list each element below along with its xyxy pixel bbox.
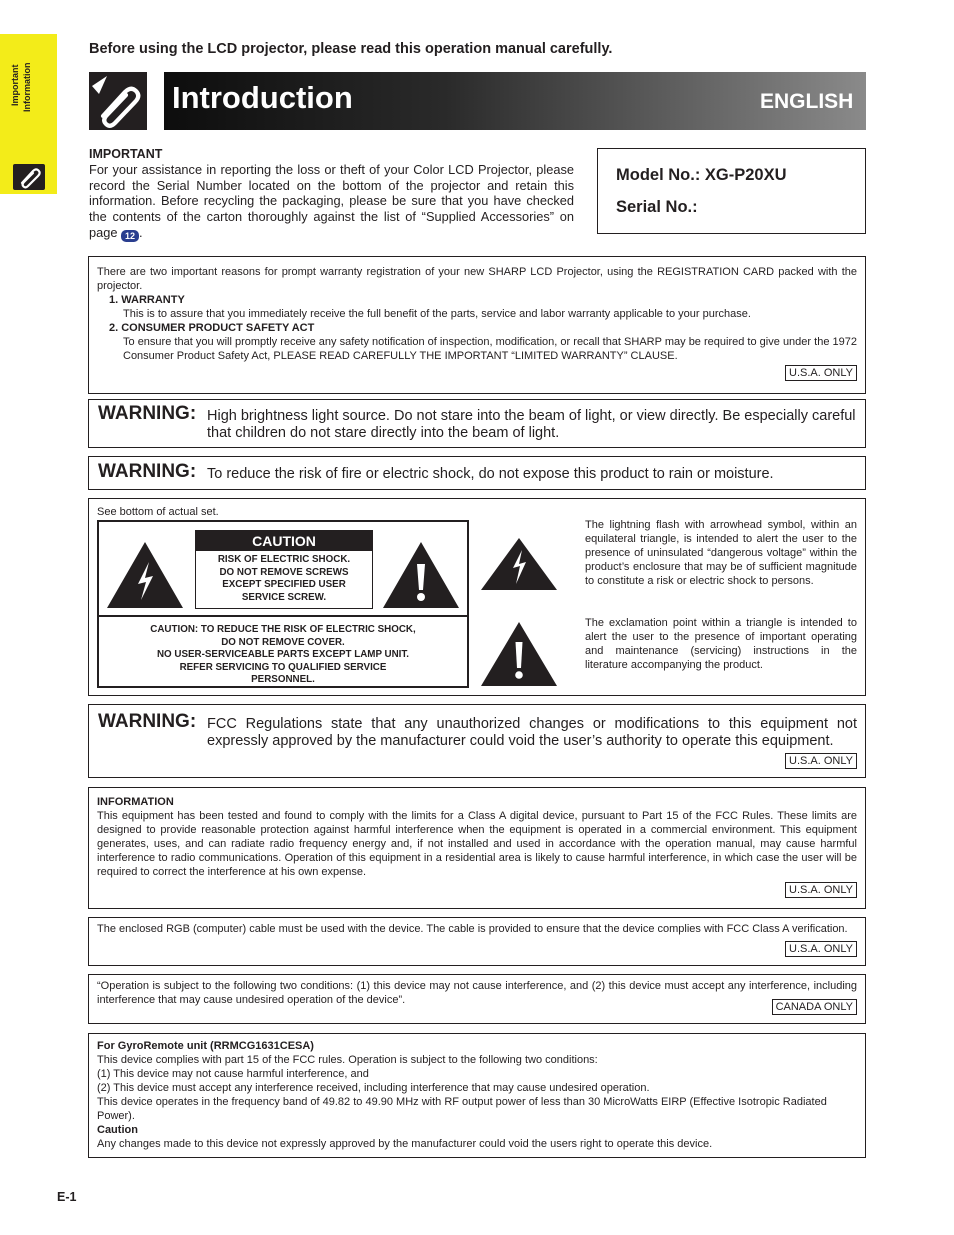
registration-box: [88, 256, 866, 394]
gyro-heading: For GyroRemote unit (RRMCG1631CESA): [97, 1040, 314, 1052]
exclamation-description: The exclamation point within a triangle is intended to alert the user to the presence of important operating and maintenance (servicing) instructions in the literature accompanying the product.: [585, 617, 857, 671]
page-ref-badge: 12: [121, 230, 139, 242]
lightning-warning-icon: [105, 540, 185, 615]
canada-body: “Operation is subject to the following two conditions: (1) this device may not cause interference, and (2) this device must accept any interference, including interference that may cause undesired operation of the device”.: [97, 980, 857, 1006]
canada-box: [88, 974, 866, 1024]
warning-text: To reduce the risk of fire or electric shock, do not expose this product to rain or moisture.: [207, 466, 774, 482]
model-number: Model No.: XG-P20XU: [616, 166, 787, 184]
warning-label: WARNING:: [98, 403, 197, 424]
usa-only-tag: U.S.A. ONLY: [785, 882, 857, 898]
caution-divider: [99, 615, 467, 617]
important-heading: IMPORTANT: [89, 147, 163, 161]
canada-only-tag: CANADA ONLY: [772, 999, 857, 1015]
registration-intro: There are two important reasons for prompt warranty registration of your new SHARP LCD Projector, using the REGISTRATION CARD packed with the projector.: [97, 266, 857, 292]
gyroremote-box: [88, 1033, 866, 1158]
warning-text: High brightness light source. Do not stare into the beam of light, or view directly. Be especially careful that children do not stare directly into the beam of light.: [207, 408, 856, 441]
side-tab-line2: Information: [22, 62, 32, 112]
top-note: Before using the LCD projector, please read this operation manual carefully.: [89, 41, 613, 57]
safety-act-title: 2. CONSUMER PRODUCT SAFETY ACT: [109, 322, 315, 334]
exclamation-warning-icon: [479, 620, 559, 693]
safety-act-body: To ensure that you will promptly receive any safety notification of inspection, modification, or recall that SHARP may be required to give under the 1972 Consumer Product Safety Act, PLEASE READ CAREFULLY THE IMPORTANT “LIMITED WARRANTY” CLAUSE.: [123, 336, 857, 362]
model-serial-box: [597, 148, 866, 234]
paperclip-icon: [13, 164, 45, 190]
language-label: ENGLISH: [760, 90, 854, 113]
information-box: [88, 787, 866, 909]
gyro-text: For GyroRemote unit (RRMCG1631CESA) This device complies with part 15 of the FCC rules. Operation is subject to the following two conditions: (1) This device may not cause harmful interference, and (2) This device must accept any interference received, including interference that may cause undesired operation. This device operates in the frequency band of 49.82 to 49.90 MHz with RF output power of less than 30 MicroWatts EIRP (Effective Isotropic Radiated Power). Caution Any changes made to this device not expressly approved by the manufacturer could void the users right to operate this device.: [97, 1039, 857, 1151]
caution-label-panel: [97, 520, 469, 688]
lightning-description: The lightning flash with arrowhead symbol, within an equilateral triangle, is intended to alert the user to the presence of uninsulated “dangerous voltage” within the product’s enclosure that may be of sufficient magnitude to constitute a risk or electric shock to persons.: [585, 519, 857, 587]
rgb-cable-body: The enclosed RGB (computer) cable must be used with the device. The cable is provided to ensure that the device complies with FCC Class A verification.: [97, 923, 848, 935]
page-number: E-1: [57, 1190, 77, 1204]
usa-only-tag: U.S.A. ONLY: [785, 365, 857, 381]
caution-heading: CAUTION: [196, 531, 372, 551]
serial-number: Serial No.:: [616, 198, 698, 216]
rgb-cable-box: [88, 917, 866, 966]
exclamation-warning-icon: [381, 540, 461, 615]
warranty-body: This is to assure that you immediately receive the full benefit of the parts, service and labor warranty applicable to your purchase.: [123, 308, 751, 320]
lightning-warning-icon: [479, 536, 559, 597]
warning-label: WARNING:: [98, 711, 197, 732]
caution-text: RISK OF ELECTRIC SHOCK. DO NOT REMOVE SCREWS EXCEPT SPECIFIED USER SERVICE SCREW.: [217, 554, 351, 603]
page-title: Introduction: [172, 80, 353, 115]
paperclip-icon: [89, 72, 147, 130]
caution-lower-text: CAUTION: TO REDUCE THE RISK OF ELECTRIC SHOCK, DO NOT REMOVE COVER. NO USER-SERVICEABLE PARTS EXCEPT LAMP UNIT. REFER SERVICING TO QUALIFIED SERVICE PERSONNEL.: [150, 624, 416, 685]
information-heading: INFORMATION: [97, 796, 174, 808]
usa-only-tag: U.S.A. ONLY: [785, 941, 857, 957]
warning-box-fcc: [88, 704, 866, 778]
gyro-caution-heading: Caution: [97, 1124, 138, 1136]
information-body: This equipment has been tested and found to comply with the limits for a Class A digital device, pursuant to Part 15 of the FCC Rules. These limits are designed to provide reasonable protection against harmful interference when the equipment is operated in a commercial environment. This equipment generates, uses, and can radiate radio frequency energy and, if not installed and used in accordance with the operation manual, may cause harmful interference to radio communications. Operation of this equipment in a residential area is likely to cause harmful interference, in which case the user will be required to correct the interference at his own expense.: [97, 810, 857, 878]
usa-only-tag: U.S.A. ONLY: [785, 753, 857, 769]
warranty-title: 1. WARRANTY: [109, 294, 185, 306]
see-bottom-note: See bottom of actual set.: [97, 506, 219, 518]
caution-section: [88, 498, 866, 696]
side-tab-line1: Important: [10, 64, 20, 106]
warning-label: WARNING:: [98, 461, 197, 482]
warning-box-moisture: [88, 456, 866, 490]
warning-text: FCC Regulations state that any unauthorized changes or modifications to this equipment not expressly approved by the manufacturer could void the user’s authority to operate this equipment.: [207, 716, 857, 749]
caution-inner-box: [195, 530, 373, 609]
warning-box-light: [88, 399, 866, 448]
important-body: For your assistance in reporting the loss or theft of your Color LCD Projector, please record the Serial Number located on the bottom of the projector and retain this information. Before recycling the packaging, please be sure that you have checked the contents of the carton thoroughly against the list of “Supplied Accessories” on page 12 .: [89, 162, 574, 241]
